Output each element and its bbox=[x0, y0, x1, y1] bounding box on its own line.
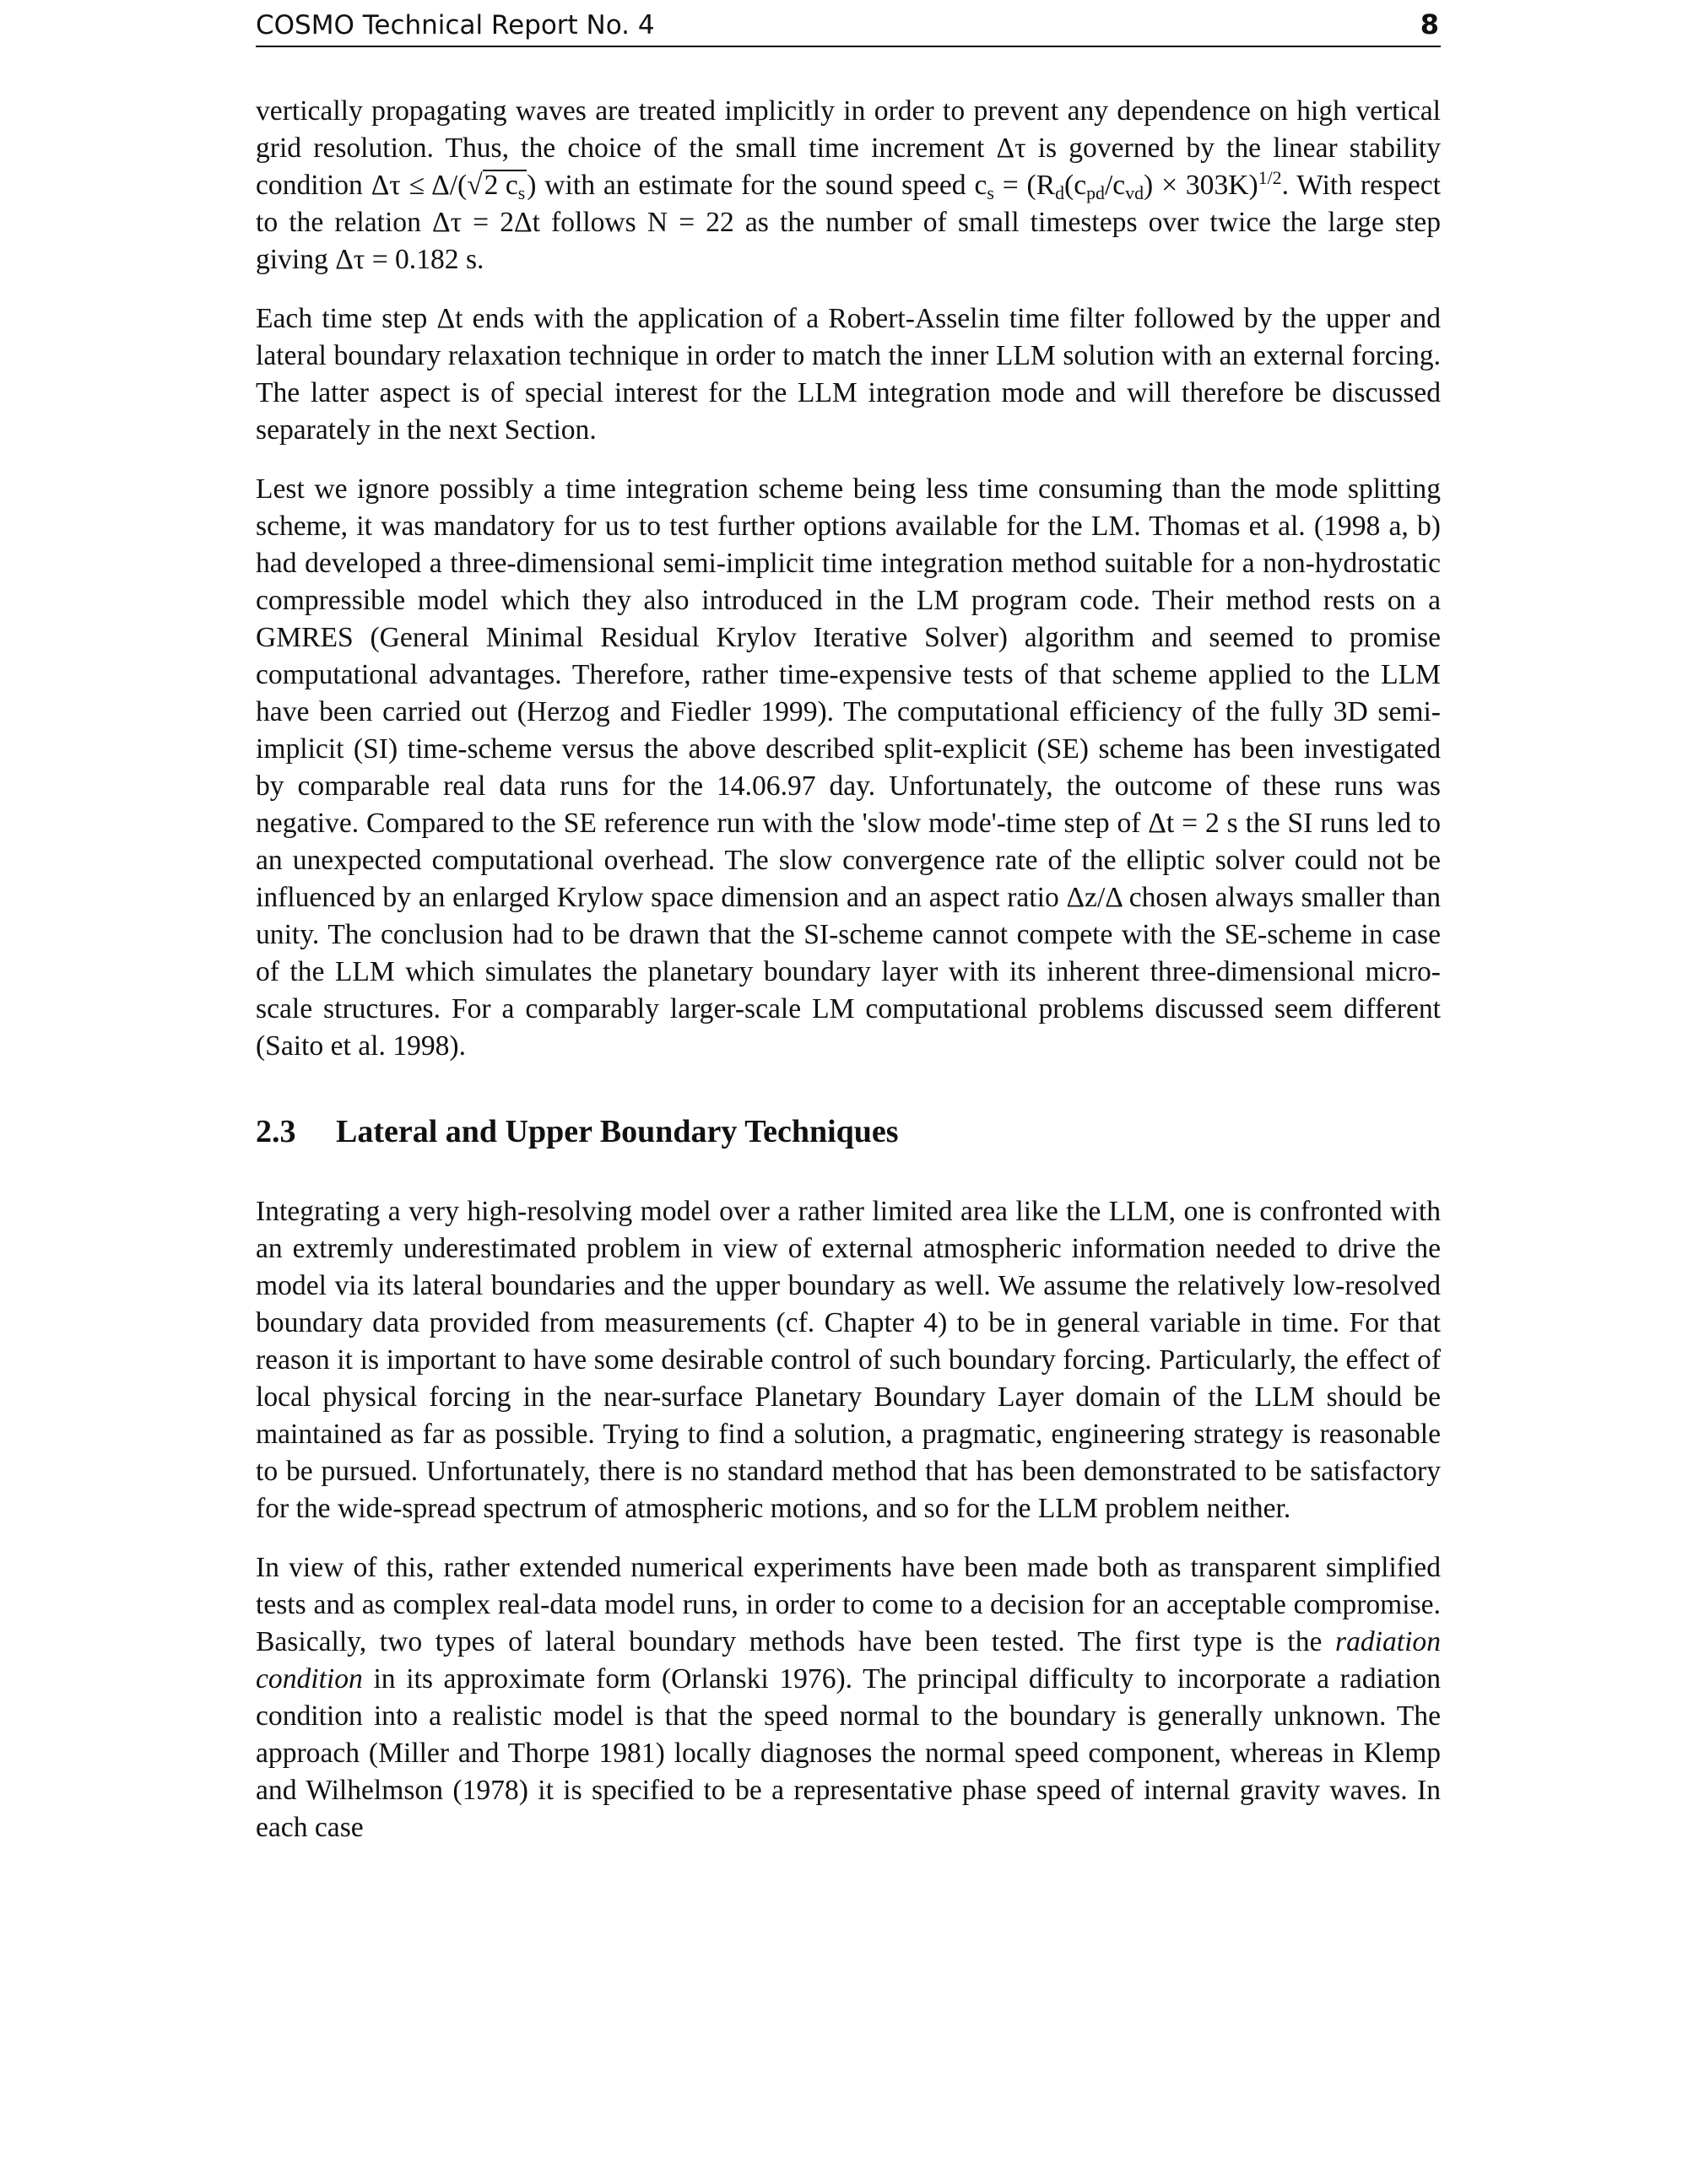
paragraph-robert-asselin: Each time step Δt ends with the application of a Robert-Asselin time filter followed by the upper and lateral boundary relaxation technique in order to match the inner LLM solution with an external forcing. The latter aspect is of special interest for the LLM integration mode and will therefore be discussed separately in the next Section. bbox=[256, 303, 1441, 446]
paragraph-semi-implicit: Lest we ignore possibly a time integration scheme being less time consuming than the mode splitting scheme, it was mandatory for us to test further options available for the LM. Thomas et al. (1998 a, b) had developed a three-dimensional semi-implicit time integration method suitable for a non-hydrostatic compressible model which they also introduced in the LM program code. Their method rests on a GMRES (General Minimal Residual Krylov Iterative Solver) algorithm and seemed to promise computational advantages. Therefore, rather time-expensive tests of that scheme applied to the LLM have been carried out (Herzog and Fiedler 1999). The computational efficiency of the fully 3D semi-implicit (SI) time-scheme versus the above described split-explicit (SE) scheme has been investigated by comparable real data runs for the 14.06.97 day. Unfortunately, the outcome of these runs was negative. Compared to the SE reference run with the 'slow mode'-time step of Δt = 2 s the SI runs led to an unexpected computational overhead. The slow convergence rate of the elliptic solver could not be influenced by an enlarged Krylow space dimension and an aspect ratio Δz/Δ chosen always smaller than unity. The conclusion had to be drawn that the SI-scheme cannot compete with the SE-scheme in case of the LLM which simulates the planetary boundary layer with its inherent three-dimensional micro-scale structures. For a comparably larger-scale LM computational problems discussed seem different (Saito et al. 1998). bbox=[256, 473, 1441, 1062]
paragraph-time-step: vertically propagating waves are treated implicitly in order to prevent any dependence on high vertical grid resolution. Thus, the choice of the small time increment Δτ is governed by the linear stability condition Δτ ≤ Δ/(√2 $c_s$) with an estimate for the sound speed $c_s = (R_d(c_{pd}/c_{vd}) \times 303K)^{1/2}$. With respect to the relation Δτ = 2Δt follows N = 22 as the number of small timesteps over twice the large step giving Δτ = 0.182 s. bbox=[256, 95, 1441, 275]
emphasis-radiation-condition: radiation condition bbox=[256, 1626, 1441, 1695]
section-number: 2.3 bbox=[256, 1114, 296, 1149]
paragraph-boundary-problem: Integrating a very high-resolving model over a rather limited area like the LLM, one is confronted with an extremly underestimated problem in view of external atmospheric information needed to drive the model via its lateral boundaries and the upper boundary as well. We assume the relatively low-resolved boundary data provided from measurements (cf. Chapter 4) to be in general variable in time. For that reason it is important to have some desirable control of such boundary forcing. Particularly, the effect of local physical forcing in the near-surface Planetary Boundary Layer domain of the LLM should be maintained as far as possible. Trying to find a solution, a pragmatic, engineering strategy is reasonable to be pursued. Unfortunately, there is no standard method that has been demonstrated to be satisfactory for the wide-spread spectrum of atmospheric motions, and so for the LLM problem neither. bbox=[256, 1196, 1441, 1524]
sqrt-term: 2 $c_s$ bbox=[484, 170, 526, 203]
report-title: COSMO Technical Report No. 4 bbox=[256, 10, 655, 41]
body-text bbox=[256, 93, 1441, 1868]
running-header bbox=[256, 8, 1441, 47]
section-heading bbox=[256, 1111, 1441, 1153]
page-number: 8 bbox=[1420, 8, 1439, 41]
section-title: Lateral and Upper Boundary Techniques bbox=[336, 1114, 899, 1149]
paragraph-radiation-condition: In view of this, rather extended numerical experiments have been made both as transparent simplified tests and as complex real-data model runs, in order to come to a decision for an acceptable compromise. Basically, two types of lateral boundary methods have been tested. The first type is the radiation condition in its approximate form (Orlanski 1976). The principal difficulty to incorporate a radiation condition into a realistic model is that the speed normal to the boundary is generally unknown. The approach (Miller and Thorpe 1981) locally diagnoses the normal speed component, whereas in Klemp and Wilhelmson (1978) it is specified to be a representative phase speed of internal gravity waves. In each case bbox=[256, 1552, 1441, 1843]
